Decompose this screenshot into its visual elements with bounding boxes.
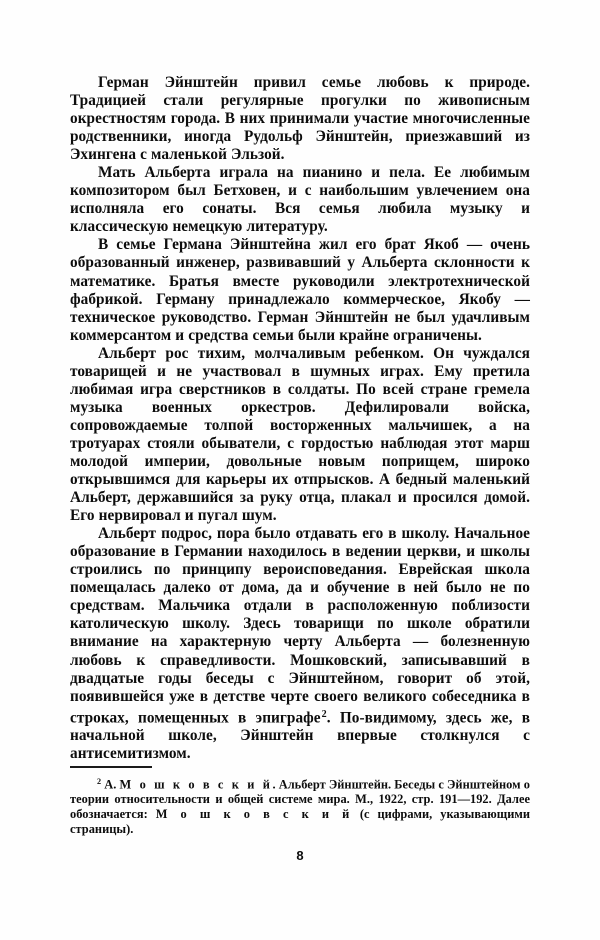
paragraph-2: Мать Альберта играла на пианино и пела. Ее любимым композитором был Бетховен, и с наибольшим увлечением она исполняла его сонаты. Вся семья любила музыку и классическую немецкую литературу. (70, 164, 530, 236)
footnote-author-name-short: М о ш к о в с к и й (155, 806, 352, 821)
paragraph-5-text-after-note: . По-видимому, здесь же, в начальной школе, Эйнштейн впервые столкнулся с антисемитизмом. (70, 708, 530, 762)
footnote-entry-2 (70, 775, 530, 836)
body-text-block (70, 74, 530, 763)
footnote-separator-rule (70, 766, 152, 768)
paragraph-3: В семье Германа Эйнштейна жил его брат Якоб — очень образованный инженер, развивавший у Альберта склонности к математике. Братья вместе руководили электротехнической фабрикой. Герману принадлежало коммерческое, Якобу — техническое руководство. Герман Эйнштейн не был удачливым коммерсантом и средства семьи были крайне ограничены. (70, 236, 530, 344)
page-number: 8 (296, 848, 304, 863)
footnote-author-name: М о ш к о в с к и й (119, 777, 273, 792)
footnote-reference-2[interactable]: 2 (321, 708, 327, 720)
footnote-text-part-2: . Альберт Эйнштейн. Беседы с Эйнштейном о теории относительности и общей системе мира. М., 1922, стр. 191—192. Далее обозначается: (70, 777, 530, 821)
footnote-marker-2: 2 (97, 777, 102, 786)
paragraph-4: Альберт рос тихим, молчаливым ребенком. Он чуждался товарищей и не участвовал в шумных играх. Ему претила любимая игра сверстников в солдаты. По всей стране гремела музыка военных оркестров. Дефилировали войска, сопровождаемые толпой восторженных мальчишек, а на тротуарах стояли обыватели, с гордостью наблюдая этот марш молодой империи, довольные новым поприщем, широко открывшимся для карьеры их отпрысков. А бедный маленький Альберт, державшийся за руку отца, плакал и просился домой. Его нервировал и пугал шум. (70, 344, 530, 525)
footnote-text-part-3: (с цифрами, указывающими страницы). (70, 806, 531, 836)
footnote-zone (70, 766, 530, 836)
paragraph-5 (70, 525, 530, 763)
paragraph-1: Герман Эйнштейн привил семье любовь к природе. Традицией стали регулярные прогулки по живописным окрестностям города. В них принимали участие многочисленные родственники, иногда Рудольф Эйнштейн, приезжавший из Эхингена с маленькой Эльзой. (70, 74, 530, 164)
footnote-text-part-1: А. (104, 777, 120, 792)
paragraph-5-text-before-note: Альберт подрос, пора было отдавать его в школу. Начальное образование в Германии находилось в ведении церкви, и школы строились по принципу вероисповедания. Еврейская школа помещалась далеко от дома, да и обучение в ней было не по средствам. Мальчика отдали в расположенную поблизости католическую школу. Здесь товарищи по школе обратили внимание на характерную черту Альберта — болезненную любовь к справедливости. Мошковский, записывавший в двадцатые годы беседы с Эйнштейном, говорит об этой, появившейся уже в детстве черте своего великого собеседника в строках, помещенных в эпиграфе (70, 525, 530, 726)
